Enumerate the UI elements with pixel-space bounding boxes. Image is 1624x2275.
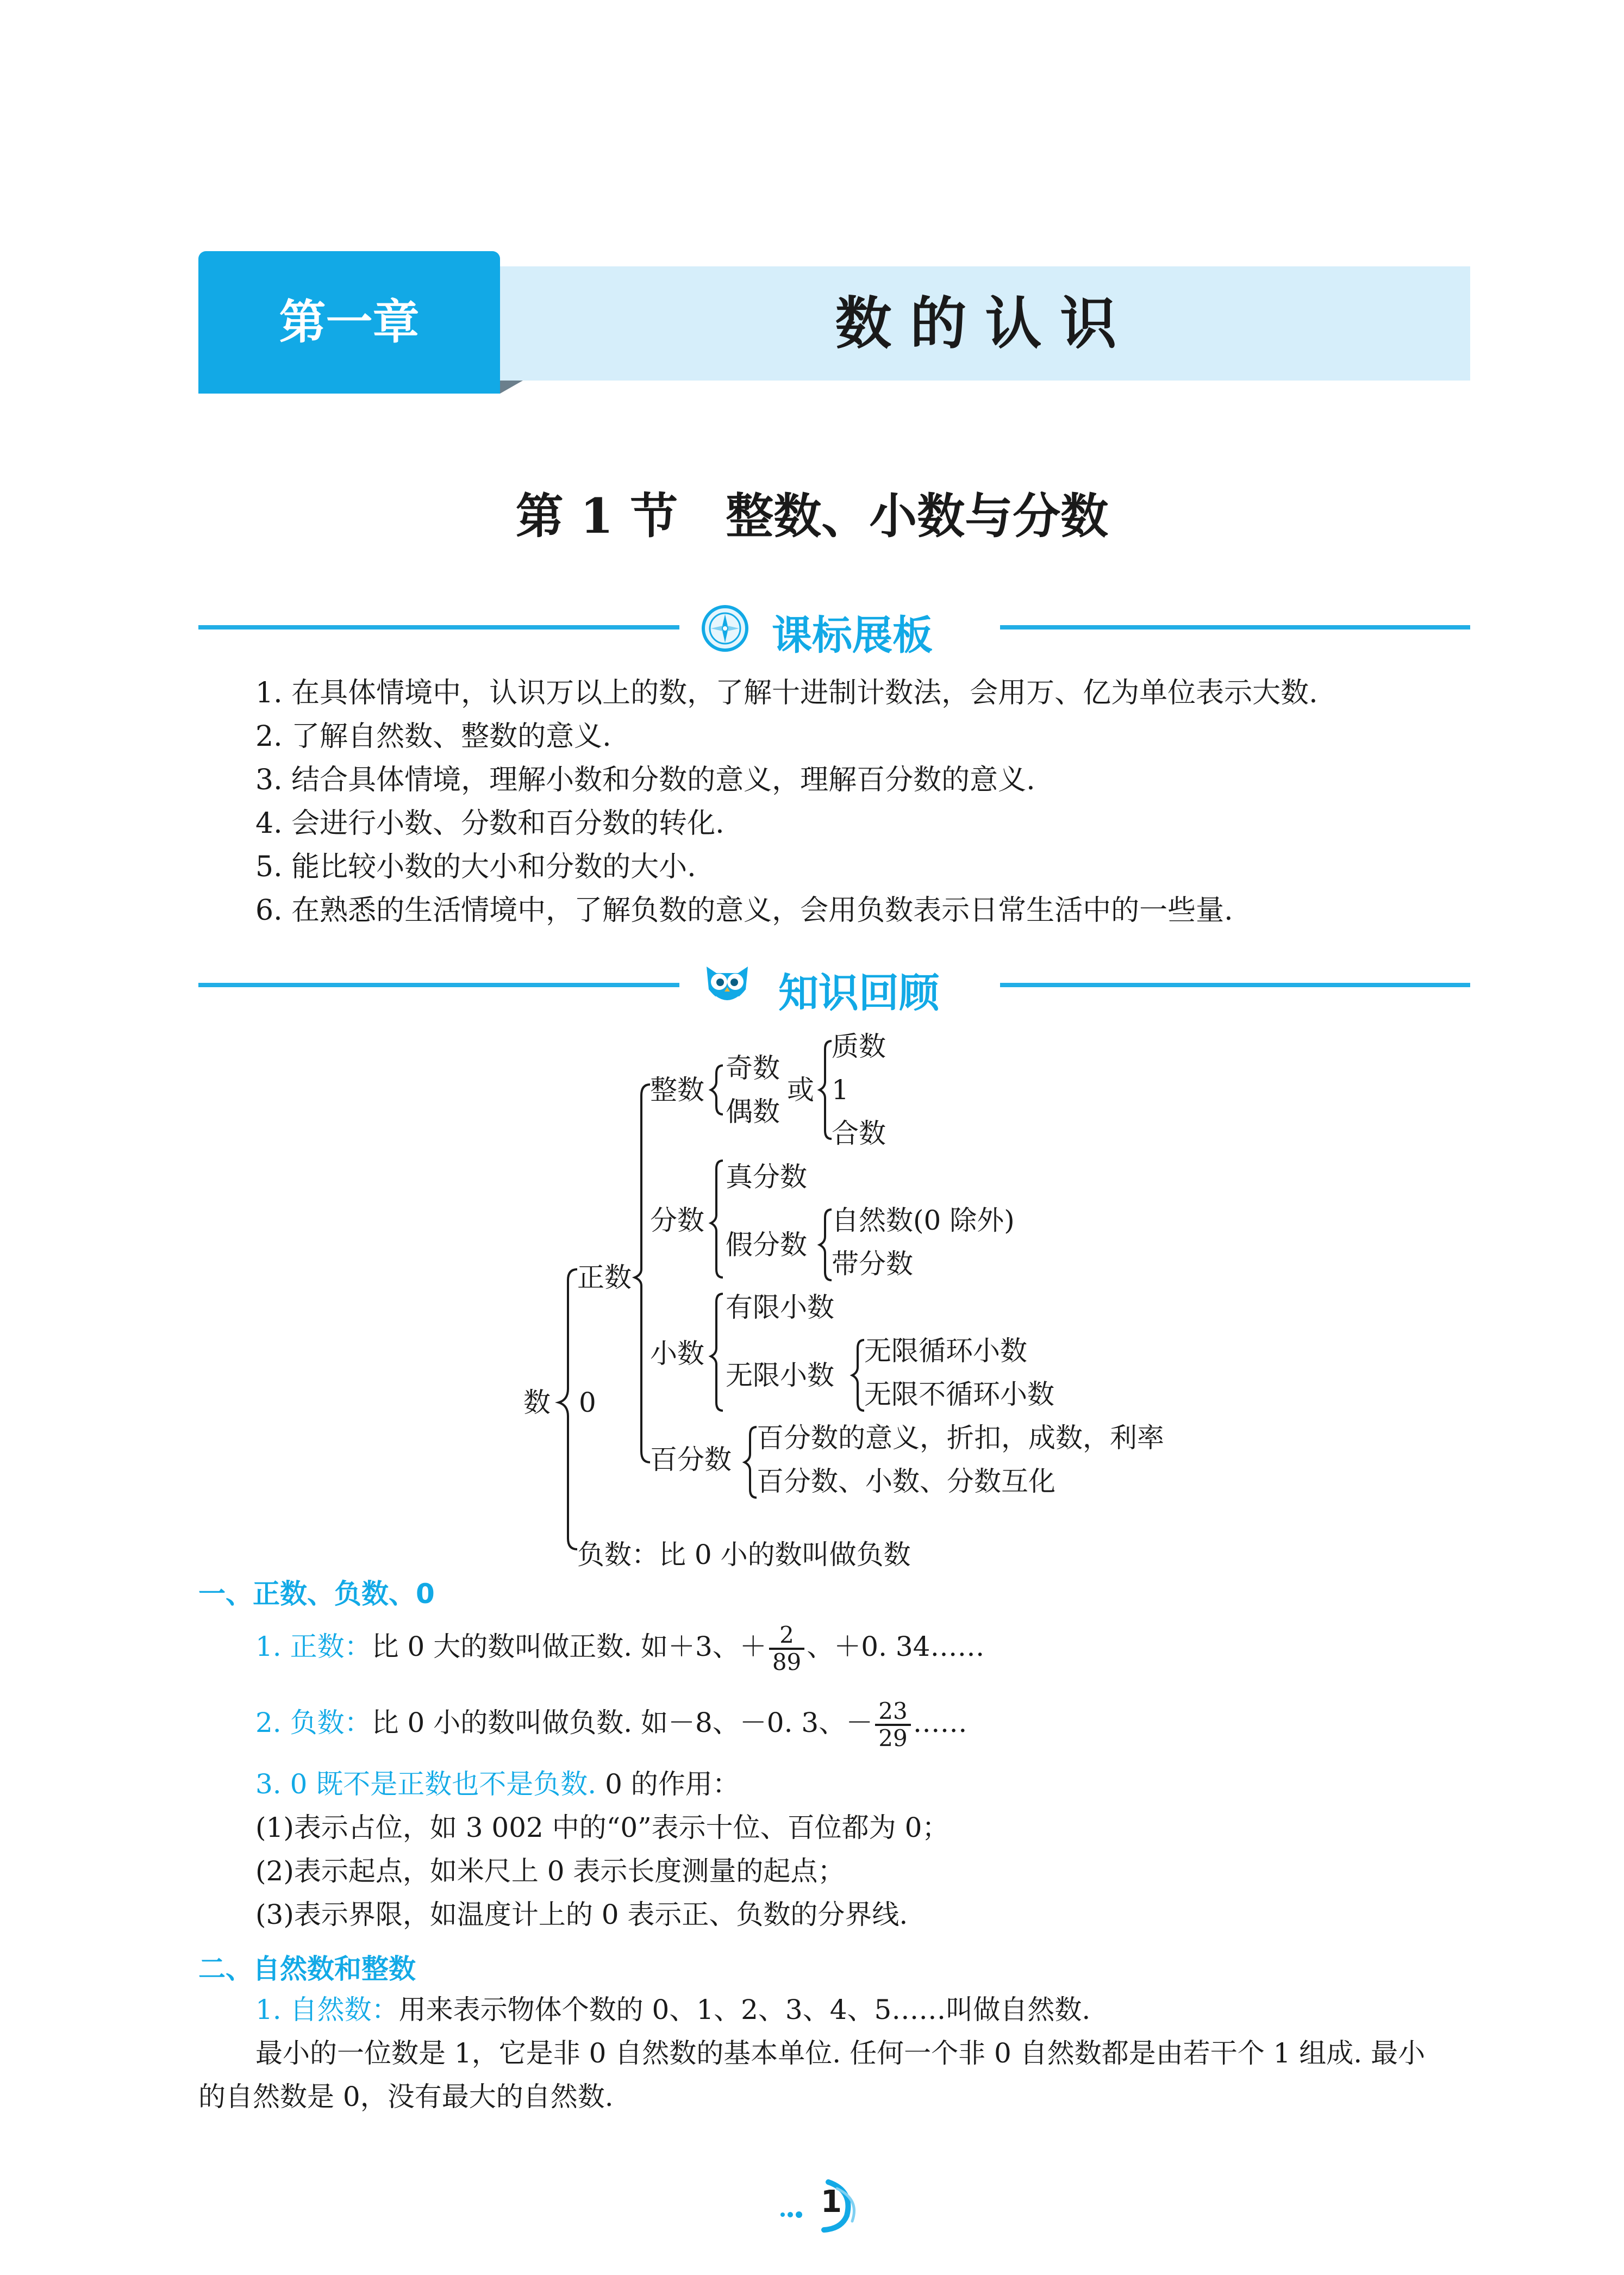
tree-finite: 有限小数 — [726, 1292, 834, 1323]
tree-infinite: 无限小数 — [726, 1360, 834, 1391]
integer-brace — [711, 1065, 723, 1114]
part1-heading: 一、正数、负数、0 — [198, 1578, 435, 1610]
tree-fraction: 分数 — [650, 1205, 704, 1236]
zero-role: (1)表示占位，如 3 002 中的“0”表示十位、百位都为 0； — [255, 1812, 950, 1843]
tree-mixed: 带分数 — [832, 1248, 913, 1280]
root-brace — [559, 1269, 577, 1549]
chapter-label: 第一章 — [279, 295, 420, 350]
natural-definition — [255, 1992, 1090, 2027]
positive-term: 1. 正数： — [255, 1631, 372, 1662]
tree-odd: 奇数 — [726, 1052, 780, 1084]
percent-brace — [745, 1427, 757, 1498]
tree-zero: 0 — [579, 1387, 596, 1418]
fraction-numerator: 2 — [769, 1623, 804, 1650]
natural-term: 1. 自然数： — [255, 1994, 399, 2025]
fraction-brace — [711, 1161, 723, 1277]
tree-decimal: 小数 — [650, 1338, 704, 1369]
tree-percent: 百分数 — [650, 1444, 732, 1475]
positive-fraction — [769, 1623, 804, 1675]
zero-text: 0 的作用： — [596, 1768, 740, 1800]
page-number: 1 — [821, 2184, 842, 2220]
tree-repeating: 无限循环小数 — [864, 1335, 1027, 1367]
decimal-brace — [711, 1294, 723, 1411]
tree-or: 或 — [787, 1074, 814, 1106]
curriculum-item: 4. 会进行小数、分数和百分数的转化. — [255, 807, 724, 840]
curriculum-item: 5. 能比较小数的大小和分数的大小. — [255, 851, 696, 883]
tree-integer: 整数 — [650, 1074, 704, 1106]
negative-term: 2. 负数： — [255, 1707, 372, 1738]
review-heading: 知识回顾 — [778, 970, 939, 1017]
negative-definition — [255, 1699, 967, 1751]
zero-statement — [255, 1767, 740, 1802]
curriculum-item: 1. 在具体情境中，认识万以上的数，了解十进制计数法，会用万、亿为单位表示大数. — [255, 677, 1318, 709]
tree-negative: 负数：比 0 小的数叫做负数 — [577, 1539, 911, 1570]
section-title: 第 1 节 整数、小数与分数 — [515, 488, 1109, 544]
paragraph-line: 最小的一位数是 1，它是非 0 自然数的基本单位. 任何一个非 0 自然数都是由若干个 1 组成. 最小 — [255, 2037, 1426, 2069]
infinite-brace — [852, 1340, 864, 1411]
fraction-denominator: 29 — [878, 1725, 908, 1752]
zero-role: (3)表示界限，如温度计上的 0 表示正、负数的分界线. — [255, 1899, 908, 1930]
tree-root: 数 — [523, 1387, 551, 1418]
positive-tail: 、＋0. 34…… — [807, 1631, 985, 1662]
tree-one: 1 — [832, 1074, 849, 1106]
zero-role: (2)表示起点，如米尺上 0 表示长度测量的起点； — [255, 1855, 845, 1887]
tree-improper: 假分数 — [726, 1229, 807, 1261]
part2-heading: 二、自然数和整数 — [198, 1953, 416, 1985]
zero-term: 3. 0 既不是正数也不是负数. — [255, 1768, 597, 1800]
curriculum-heading: 课标展板 — [772, 612, 933, 659]
negative-fraction — [875, 1699, 910, 1751]
curriculum-item: 6. 在熟悉的生活情境中，了解负数的意义，会用负数表示日常生活中的一些量. — [255, 894, 1233, 927]
or-brace — [820, 1041, 832, 1139]
tree-even: 偶数 — [726, 1096, 780, 1127]
fraction-denominator: 89 — [772, 1649, 802, 1675]
tree-percent-meaning: 百分数的意义，折扣，成数，利率 — [757, 1422, 1164, 1454]
positive-brace — [635, 1084, 650, 1462]
improper-brace — [820, 1210, 832, 1280]
negative-tail: …… — [913, 1707, 967, 1738]
paragraph-line: 的自然数是 0，没有最大的自然数. — [198, 2081, 614, 2112]
curriculum-item: 3. 结合具体情境，理解小数和分数的意义，理解百分数的意义. — [255, 764, 1035, 796]
tree-proper: 真分数 — [726, 1161, 807, 1193]
tree-nonrepeating: 无限不循环小数 — [864, 1379, 1054, 1410]
positive-definition — [255, 1623, 985, 1675]
positive-text: 比 0 大的数叫做正数. 如＋3、＋ — [371, 1631, 767, 1662]
chapter-title: 数的认识 — [835, 290, 1135, 357]
tree-composite: 合数 — [832, 1118, 886, 1149]
fraction-numerator: 23 — [875, 1699, 910, 1726]
natural-text: 用来表示物体个数的 0、1、2、3、4、5……叫做自然数. — [398, 1994, 1091, 2025]
tree-prime: 质数 — [832, 1031, 886, 1062]
negative-text: 比 0 小的数叫做负数. 如－8、－0. 3、－ — [371, 1707, 873, 1738]
curriculum-item: 2. 了解自然数、整数的意义. — [255, 720, 611, 753]
tree-positive: 正数 — [577, 1262, 632, 1293]
tree-natural-excl: 自然数(0 除外) — [832, 1205, 1015, 1236]
tree-percent-convert: 百分数、小数、分数互化 — [757, 1466, 1055, 1497]
